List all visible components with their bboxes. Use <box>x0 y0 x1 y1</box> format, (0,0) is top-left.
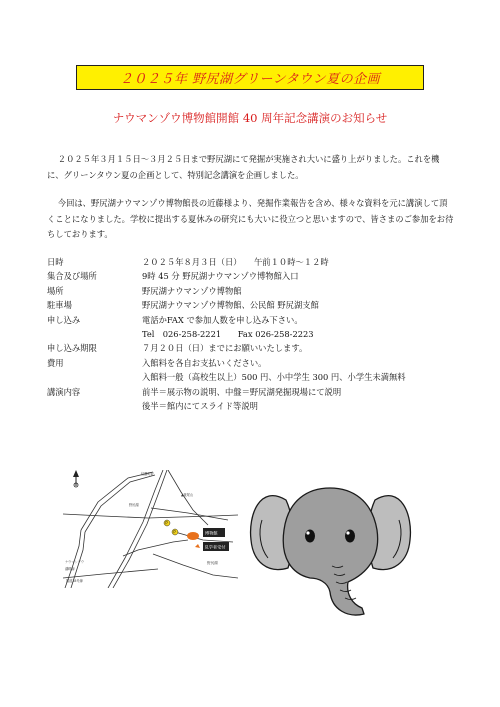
svg-text:ナウマンゾウ: ナウマンゾウ <box>65 560 85 564</box>
title-banner <box>76 65 424 90</box>
details-paragraph <box>47 196 455 243</box>
info-value: 後半＝館内にてスライド等説明 <box>142 400 258 411</box>
svg-text:▲斑尾山: ▲斑尾山 <box>181 493 194 497</box>
reception-label: 見学者受付 <box>204 544 226 550</box>
paragraph-text: ２０２５年３月１５日～３月２５日まで野尻湖にて発掘が実施され大いに盛り上がりました。これを機に、グリーンタウン夏の企画として、特別記念講演を企画しました。 <box>47 154 440 180</box>
info-label: 申し込み <box>47 314 81 325</box>
info-value: 入館料を各自お支払いください。 <box>142 357 267 368</box>
info-label: 費用 <box>47 357 64 368</box>
info-row <box>47 269 467 283</box>
info-row <box>47 255 467 269</box>
info-row <box>47 385 467 399</box>
info-value: 電話かFAX で参加人数を申し込み下さい。 <box>142 314 303 325</box>
svg-text:P: P <box>173 529 176 535</box>
info-row <box>47 356 467 370</box>
info-value: ７月２０日（日）までにお願いいたします。 <box>142 343 308 354</box>
info-row <box>47 313 467 327</box>
info-label: 駐車場 <box>47 300 72 311</box>
svg-text:国道18号線: 国道18号線 <box>66 579 83 583</box>
announcement-subtitle: ナウマンゾウ博物館開館 40 周年記念講演のお知らせ <box>112 111 388 125</box>
info-row <box>47 298 467 312</box>
info-row <box>47 341 467 355</box>
svg-text:P: P <box>165 520 168 526</box>
event-info-list <box>47 255 467 413</box>
info-value: 前半＝展示物の説明、中盤＝野尻湖発掘現場にて説明 <box>142 386 342 397</box>
info-value: 9時 45 分 野尻湖ナウマンゾウ博物館入口 <box>142 271 299 282</box>
svg-text:湖畔線: 湖畔線 <box>65 567 75 571</box>
info-row <box>47 284 467 298</box>
elephant-illustration <box>248 470 413 620</box>
info-value: 野尻湖ナウマンゾウ博物館 <box>142 285 242 296</box>
page-title: ２０２５年 野尻湖グリーンタウン夏の企画 <box>119 72 381 87</box>
paragraph-text: 今回は、野尻湖ナウマンゾウ博物館長の近藤様より、発掘作業報告を含め、様々な資料を元に講演して頂くことになりました。学校に提出する夏休みの研究にも大いに役立つと思いますので、皆さまのご参加をお待ちしております。 <box>47 198 454 239</box>
intro-paragraph <box>47 152 455 183</box>
info-value: 野尻湖ナウマンゾウ博物館、公民館 野尻湖支館 <box>142 300 319 311</box>
access-map <box>63 470 238 588</box>
info-label: 申し込み期限 <box>47 343 97 354</box>
info-label: 場所 <box>47 285 64 296</box>
info-value: ２０２５年８月３日（日） 午前１０時～１２時 <box>142 257 329 267</box>
lake-label: 野尻湖 <box>207 561 218 565</box>
museum-label: 博物館 <box>205 530 218 536</box>
info-label: 集合及び場所 <box>47 271 97 282</box>
info-value: 入館料一般（高校生以上）500 円、小中学生 300 円、小学生未満無料 <box>142 372 406 383</box>
info-row <box>47 327 467 341</box>
svg-text:野尻湖: 野尻湖 <box>129 503 139 507</box>
svg-text:信濃町駅: 信濃町駅 <box>141 472 154 476</box>
info-label: 講演内容 <box>47 386 81 397</box>
info-label: 日時 <box>47 257 64 267</box>
info-row <box>47 399 467 413</box>
info-row <box>47 370 467 384</box>
phone-fax-value: Tel 026-258-2221 Fax 026-258-2223 <box>142 328 314 339</box>
